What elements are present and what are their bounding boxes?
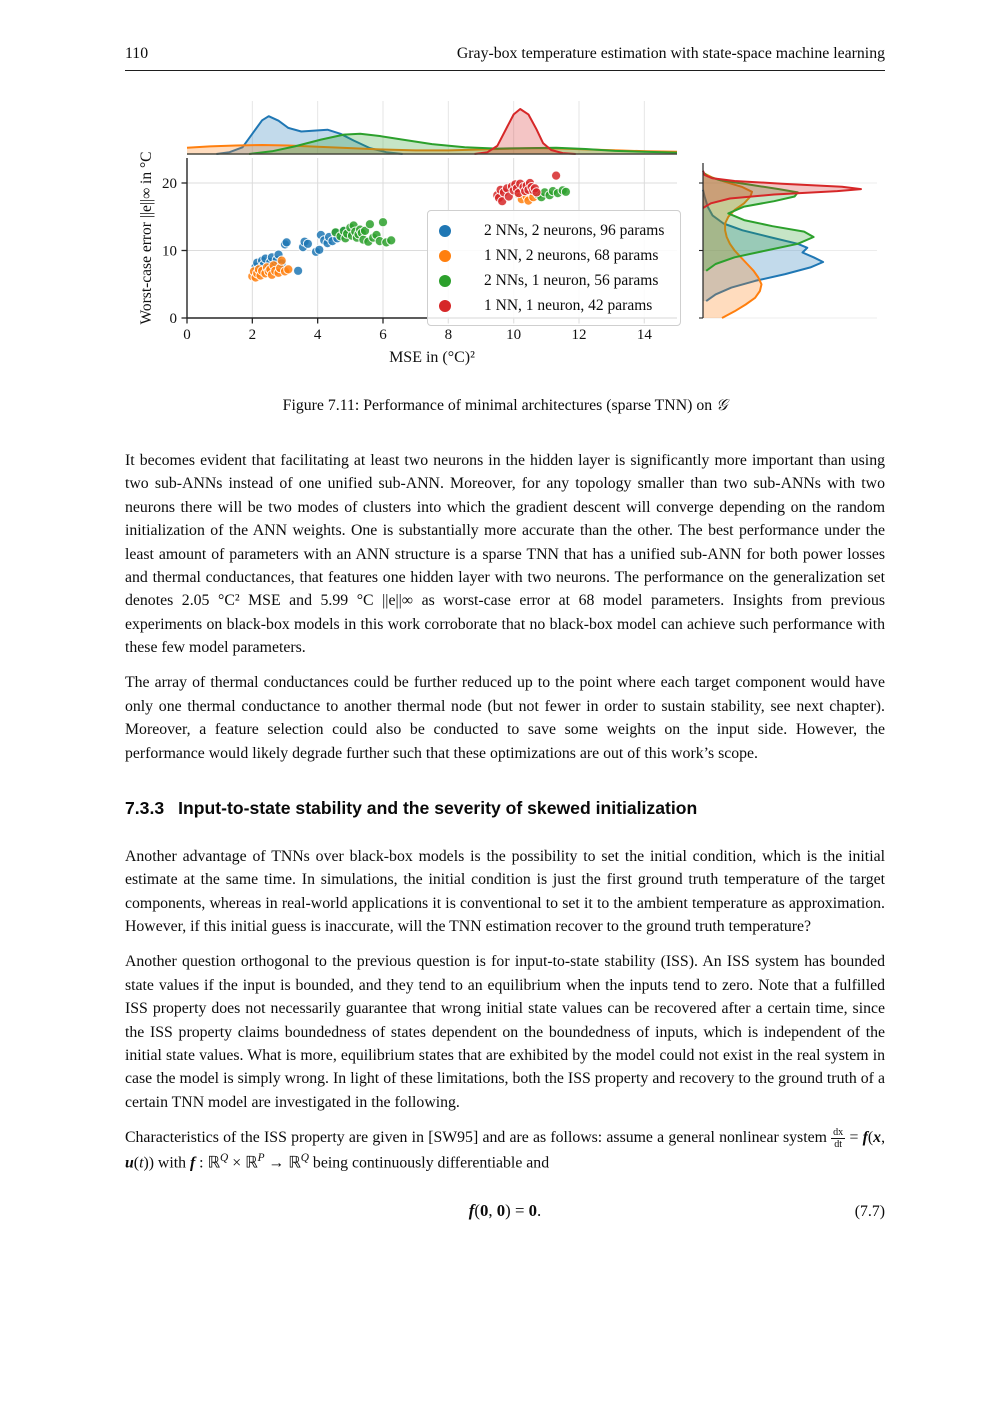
data-point [294,266,303,275]
page-number: 110 [125,45,149,62]
equation-body: f(0, 0) = 0. [468,1200,542,1220]
x-tick-label: 0 [183,327,191,343]
paragraph-3: Another advantage of TNNs over black-box models is the possibility to set the initial condition, which is the initial estimate at the same time. In simulations, the initial condition is just the first ground truth temperature of the target components, whereas in real-world applications it is conventional to set it to the ambient temperature as approximation. However, if this initial guess is inaccurate, will the TNN estimation recover to the ground truth temperature? [125,847,885,935]
legend-item [439,220,664,241]
section-title: Input-to-state stability and the severity of skewed initialization [178,797,698,818]
paragraph-4: Another question orthogonal to the previous question is for input-to-state stability (ISS). An ISS system has bounded state values if the input is bounded, and they tend to an equilibrium when the inputs tend to zero. Note that a fulfilled ISS property does not necessarily guarantee that wrong initial state values can be recovered after a certain time, since the ISS property claims boundedness of states dependent on the boundedness of inputs, which is independent of the initial state values. What is more, equilibrium states that are exhibited by the model could not exist in the real system in case the model is simply wrong. In light of these limitations, both the ISS property and recovery to the ground truth of a certain TNN model are investigated in the following. [125,953,885,1111]
data-point [365,220,374,229]
x-tick-label: 12 [571,327,587,343]
legend-item [439,245,664,266]
y-tick-label: 20 [162,176,177,192]
figure-7-11 [125,91,885,415]
equation-number: (7.7) [854,1202,885,1220]
y-axis-label: Worst-case error ||e||∞ in °C [138,151,155,325]
y-tick-label: 10 [162,243,177,260]
x-tick-label: 10 [506,327,522,343]
legend-item [439,295,664,316]
data-point [303,239,312,248]
data-point [282,238,291,247]
paragraph-2: The array of thermal conductances could be further reduced up to the point where each target component would have only one thermal conductance to another thermal node (but not fewer in order to sustain stability, see next chapter). Moreover, a feature selection could also be conducted to save some weights on the input side. However, the performance would likely degrade further such that these optimizations are out of this work’s scope. [125,674,885,762]
x-tick-label: 14 [636,327,652,343]
kde-top-marginal [187,109,677,154]
x-tick-label: 2 [248,327,257,343]
data-point [315,245,324,254]
header-rule [125,70,885,71]
chart-wrap [137,91,882,381]
chart-legend [427,210,681,326]
section-number: 7.3.3 [125,797,165,818]
x-tick-label: 4 [313,327,322,343]
running-header [125,45,885,70]
running-title: Gray-box temperature estimation with state-space machine learning [456,45,885,62]
data-point [532,188,541,197]
legend-marker-green [439,275,451,287]
legend-marker-blue [439,225,451,237]
data-point [387,236,396,245]
data-point [277,256,286,265]
data-point [378,218,387,227]
legend-item [439,270,664,291]
legend-label: 2 NNs, 1 neuron, 56 params [484,271,659,289]
x-tick-label: 6 [379,327,387,343]
paragraph-5: Characteristics of the ISS property are given in [SW95] and are as follows: assume a general nonlinear system $\frac{dx}{dt}$ = f(x, u(t)) with f : ℝ$^Q$ × ℝ$^P$ → ℝ$^Q$ being continuously differentiable and [125,1126,886,1172]
data-point [561,187,570,196]
legend-label: 1 NN, 1 neuron, 42 params [484,296,653,314]
legend-label: 1 NN, 2 neurons, 68 params [484,246,659,264]
caption-set-symbol: 𝒢 [716,395,728,414]
legend-marker-red [439,300,451,312]
paragraph-1: It becomes evident that facilitating at least two neurons in the hidden layer is significantly more important than using two sub-ANNs instead of one unified sub-ANN. Moreover, for any topology smaller than two sub-ANNs with two neurons there will be two modes of clusters into which the gradient descent will converge depending on the random initialization of the ANN weights. One is substantially more accurate than the other. The best performance under the least amount of parameters with an ANN structure is a sparse TNN that has a unified sub-ANN for both power losses and thermal conductances, that features one hidden layer with two neurons. The performance on the generalization set denotes 2.05 °C² MSE and 5.99 °C ||e||∞ as worst-case error at 68 model parameters. Insights from previous experiments on black-box models in this work corroborate that no black-box model can achieve such performance with these few model parameters. [125,452,885,656]
legend-label: 2 NNs, 2 neurons, 96 params [484,221,665,239]
kde-right-marginal [703,171,861,318]
figure-caption [125,395,885,415]
equation-7-7 [125,1201,885,1221]
caption-text: Figure 7.11: Performance of minimal architectures (sparse TNN) on [282,397,717,414]
y-tick-label: 0 [169,311,177,327]
x-axis-label: MSE in (°C)² [389,349,475,366]
legend-marker-orange [439,250,451,262]
x-tick-label: 8 [444,327,453,343]
section-heading [125,798,885,819]
inline-fraction: $\frac{dx}{dt}$ [833,1126,844,1150]
data-point [284,265,293,274]
data-point [552,171,561,180]
